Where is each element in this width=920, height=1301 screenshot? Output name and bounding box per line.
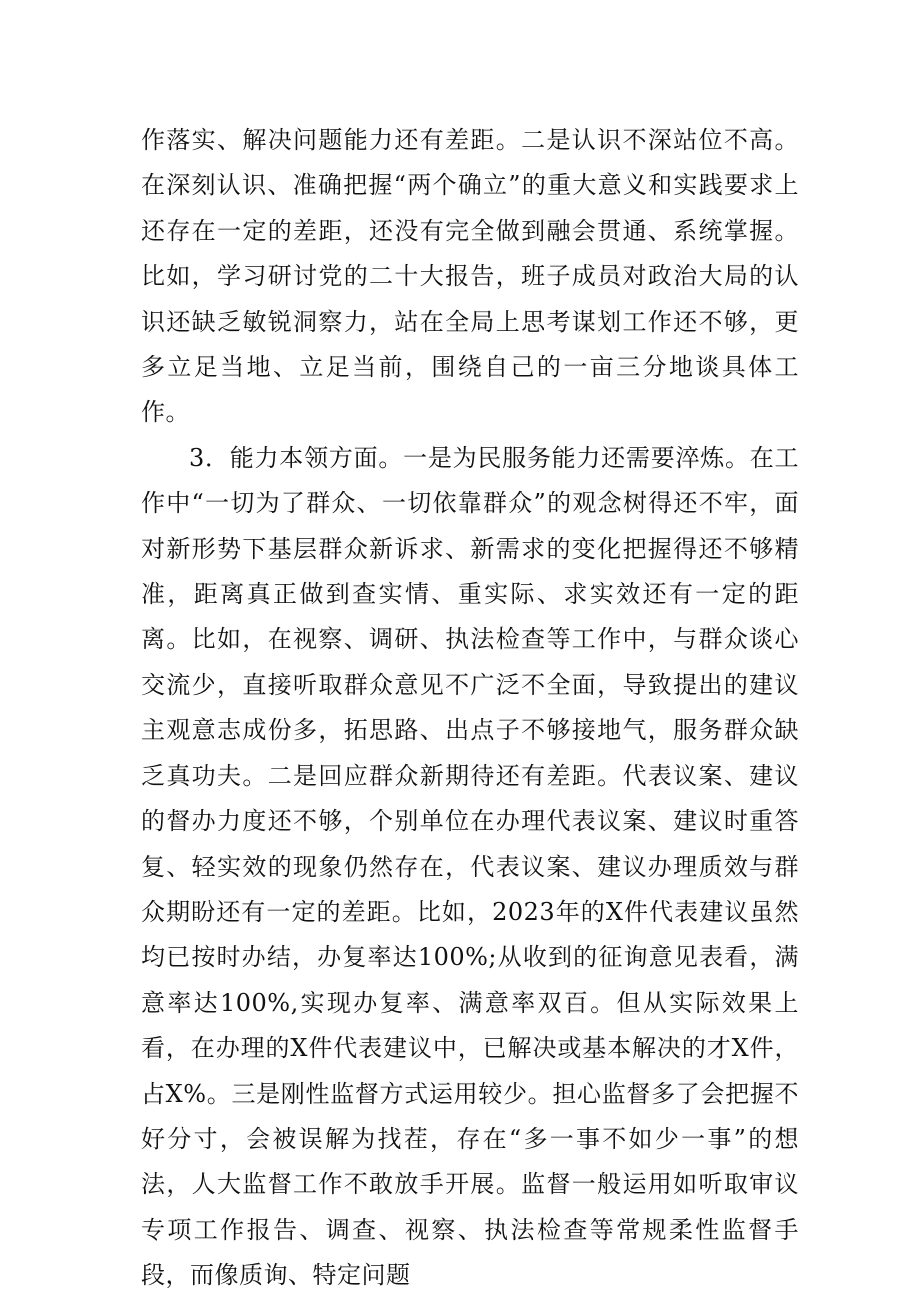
- paragraph-continuation: 作落实、解决问题能力还有差距。二是认识不深站位不高。在深刻认识、准确把握“两个确立”的重大意义和实践要求上还存在一定的差距，还没有完全做到融会贯通、系统掌握。比如，学习研讨党的二十大报告，班子成员对政治大局的认识还缺乏敏锐洞察力，站在全局上思考谋划工作还不够，更多立足当地、立足当前，围绕自己的一亩三分地谈具体工作。: [141, 126, 799, 427]
- paragraph-ability-section: 3．能力本领方面。一是为民服务能力还需要淬炼。在工作中“一切为了群众、一切依靠群众”的观念树得还不牢，面对新形势下基层群众新诉求、新需求的变化把握得还不够精准，距离真正做到查实情、重实际、求实效还有一定的距离。比如，在视察、调研、执法检查等工作中，与群众谈心交流少，直接听取群众意见不广泛不全面，导致提出的建议主观意志成份多，拓思路、出点子不够接地气，服务群众缺乏真功夫。二是回应群众新期待还有差距。代表议案、建议的督办力度还不够，个别单位在办理代表议案、建议时重答复、轻实效的现象仍然存在，代表议案、建议办理质效与群众期盼还有一定的差距。比如，2023年的X件代表建议虽然均已按时办结，办复率达100%;从收到的征询意见表看，满意率达100%,实现办复率、满意率双百。但从实际效果上看，在办理的X件代表建议中，已解决或基本解决的才X件，占X%。三是刚性监督方式运用较少。担心监督多了会把握不好分寸，会被误解为找茬，存在“多一事不如少一事”的想法，人大监督工作不敢放手开展。监督一般运用如听取审议专项工作报告、调查、视察、执法检查等常规柔性监督手段，而像质询、特定问题: [141, 443, 799, 1290]
- document-body: [141, 118, 799, 1299]
